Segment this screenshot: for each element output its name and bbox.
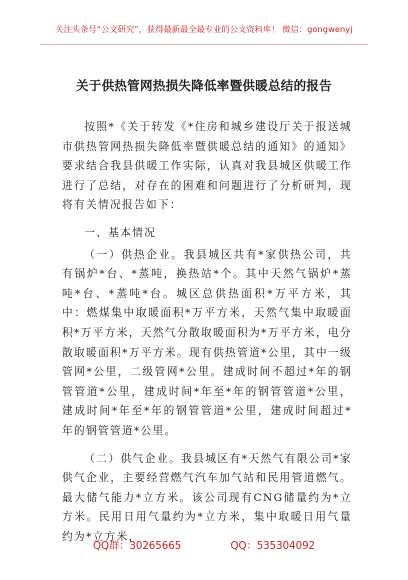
gas-enterprise-paragraph: （二）供气企业。我县城区有*天然气有限公司*家供气企业，主要经营燃气汽车加气站和民用管道燃气。最大储气能力*立方米。该公司现有CNG储量约为*立方米。民用日用气量约为*立方米，集中取暖日用气量约为*立方米，: [62, 452, 352, 543]
footer-contact: [0, 537, 408, 552]
section-heading: 一、基本情况: [84, 226, 157, 239]
footer-qq: QQ：535304092: [230, 541, 316, 552]
document-body: [62, 118, 352, 547]
intro-paragraph: 按照*《关于转发《*住房和城乡建设厅关于报送城市供热管网热损失降低率暨供暖总结的通知》的通知》要求结合我县供暖工作实际，认真对我县城区供暖工作进行了总结，对存在的困难和问题进行了分析研判，现将有关情况报告如下：: [62, 121, 352, 212]
footer-qq-group: QQ群：30265665: [92, 541, 182, 552]
document-title: 关于供热管网热损失降低率暨供暖总结的报告: [75, 78, 332, 93]
header-divider: [40, 44, 368, 45]
header-notice: 关注头条号“公文研究”，获得最新最全最专业的公文资料库！ 微信：gongwenyj: [55, 24, 353, 34]
heating-enterprise-paragraph: （一）供热企业。我县城区共有*家供热公司，共有锅炉*台、*蒸吨，换热站*个。其中天然气锅炉*蒸吨*台、*蒸吨*台。城区总供热面积*万平方米，其中：燃煤集中取暖面积*万平方米，天然气集中取暖面积*万平方米，天然气分散取暖面积为*万平方米，电分散取暖面积*万平方米。现有供热管道*公里，其中一级管网*公里，二级管网*公里。建成时间不超过*年的钢管管道*公里，建成时间*年至*年的钢管管道*公里，建成时间*年至*年的钢管管道*公里，建成时间超过*年的钢管管道*公里。: [62, 248, 352, 437]
